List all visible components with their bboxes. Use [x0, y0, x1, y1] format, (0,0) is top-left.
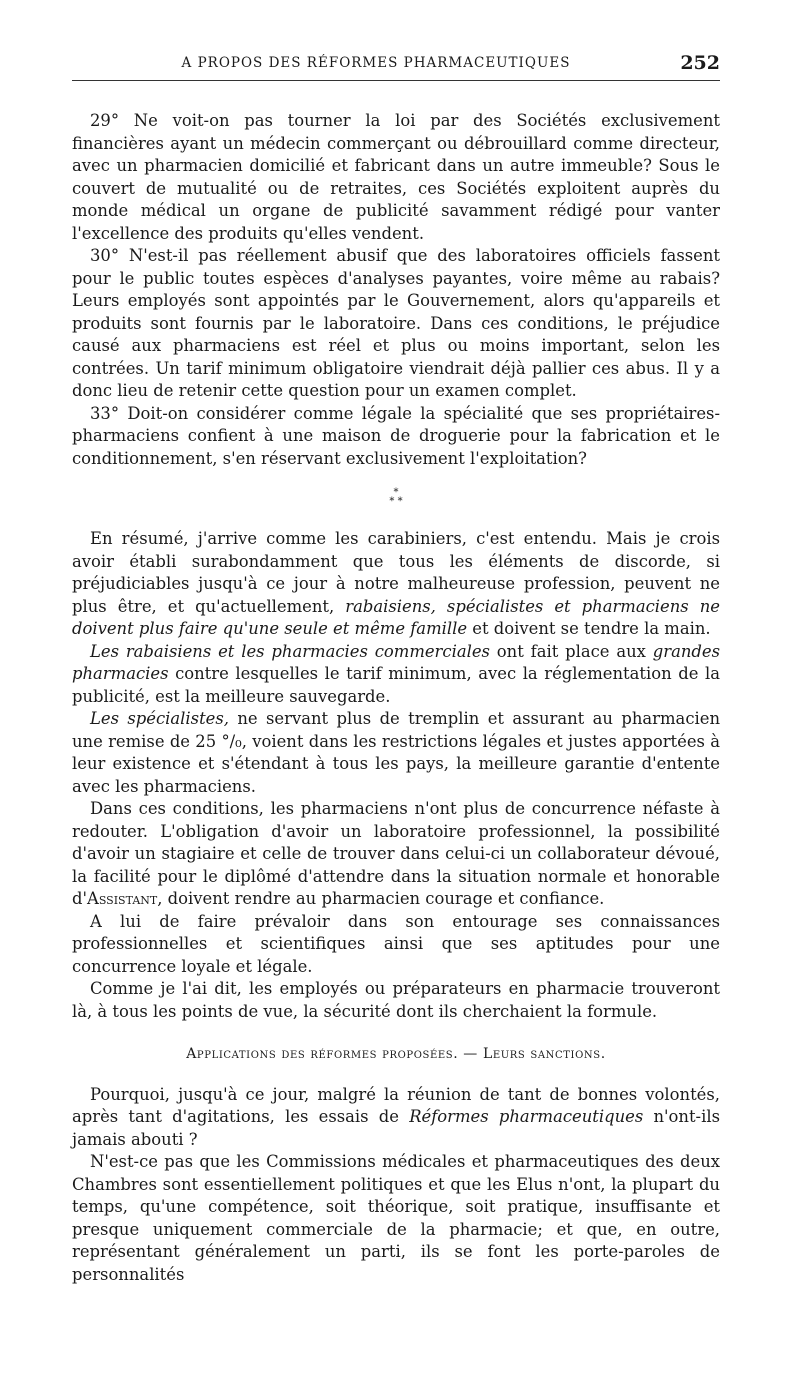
- resume-italic-a: rabaisiens, spécialistes et pharmaciens ne doivent plus faire qu'une seule et même famille: [72, 596, 720, 638]
- paragraph-33: 33° Doit-on considérer comme légale la spécialité que ses propriétaires-pharmaciens confient à une maison de droguerie pour la fabrication et le conditionnement, s'en réservant exclusivement l'exploitation?: [72, 403, 720, 468]
- section-divider-stars: [72, 488, 720, 506]
- paragraph-a-lui: A lui de faire prévaloir dans son entourage ses connaissances professionnelles et scientifiques ainsi que ses aptitudes pour une concurrence loyale et légale.: [72, 911, 720, 976]
- pourquoi-text-a: Pourquoi, jusqu'à ce jour, malgré la réunion de tant de bonnes volontés, après tant d'agitations, les essais de: [72, 1084, 720, 1126]
- pourquoi-text-b: n'ont-ils jamais abouti ?: [72, 1107, 720, 1149]
- rabaisiens-italic-a: Les rabaisiens et les pharmacies commerciales: [90, 641, 490, 661]
- body-text: [72, 110, 720, 1286]
- paragraph-29: 29° Ne voit-on pas tourner la loi par des Sociétés exclusivement financières ayant un médecin commerçant ou débrouillard comme directeur, avec un pharmacien domicilié et fabricant dans un autre immeuble? Sous le couvert de mutualité ou de retraites, ces Sociétés exploitent auprès du monde médical un organe de publicité savamment rédigé pour vanter l'excellence des produits qu'elles vendent.: [72, 111, 720, 243]
- paragraph-30: 30° N'est-il pas réellement abusif que des laboratoires officiels fassent pour le public toutes espèces d'analyses payantes, voire même au rabais? Leurs employés sont appointés par le Gouvernement, alors qu'appareils et produits sont fournis par le laboratoire. Dans ces conditions, le préjudice causé aux pharmaciens est réel et plus ou moins important, selon les contrées. Un tarif minimum obligatoire viendrait déjà pallier ces abus. Il y a donc lieu de retenir cette question pour un examen complet.: [72, 246, 720, 400]
- section-heading: Applications des réformes proposées. — Leurs sanctions.: [186, 1046, 606, 1062]
- paragraph-nest-ce-pas: N'est-ce pas que les Commissions médicales et pharmaceutiques des deux Chambres sont essentiellement politiques et que les Elus n'ont, la plupart du temps, qu'une compétence, soit théorique, soit pratique, insuffisante et presque uniquement commerciale de la pharmacie; et que, en outre, représentant généralement un parti, ils se font les porte-paroles de personnalités: [72, 1152, 720, 1284]
- specialistes-italic-a: Les spécialistes,: [90, 709, 229, 728]
- specialistes-text-a: ne servant plus de tremplin et assurant au pharmacien une remise de 25 °/₀, voient dans les restrictions légales et justes apportées à leur existence et s'étendant à tous les pays, la meilleure garantie d'entente avec les pharmaciens.: [72, 709, 720, 796]
- conditions-text-b: , doivent rendre au pharmacien courage et confiance.: [157, 889, 605, 908]
- resume-text-b: et doivent se tendre la main.: [467, 619, 711, 638]
- paragraph-comme: Comme je l'ai dit, les employés ou préparateurs en pharmacie trouveront là, à tous les points de vue, la sécurité dont ils cherchaient la formule.: [72, 979, 720, 1021]
- running-title: A PROPOS DES RÉFORMES PHARMACEUTIQUES: [181, 55, 571, 71]
- resume-text-a: En résumé, j'arrive comme les carabiniers, c'est entendu. Mais je crois avoir établi surabondamment que tous les éléments de discorde, si préjudiciables jusqu'à ce jour à notre malheureuse profession, peuvent ne plus être, et qu'actuellement,: [72, 529, 720, 616]
- paragraph-conditions: [72, 798, 720, 911]
- rabaisiens-italic-b: grandes pharmacies: [72, 641, 721, 683]
- page-number: 252: [680, 52, 720, 74]
- paragraph-resume: [72, 528, 720, 641]
- paragraph-pourquoi: [72, 1084, 720, 1152]
- paragraph-specialistes: [72, 708, 720, 798]
- conditions-text-a: Dans ces conditions, les pharmaciens n'ont plus de concurrence néfaste à redouter. L'obligation d'avoir un laboratoire professionnel, la possibilité d'avoir un stagiaire et celle de trouver dans celui-ci un collaborateur dévoué, la facilité pour le diplômé d'attendre dans la situation normale et honorable d': [72, 799, 720, 908]
- rabaisiens-text-a: ont fait place aux: [489, 641, 653, 661]
- conditions-smallcaps: Assistant: [87, 889, 158, 908]
- star-bottom: * *: [389, 496, 403, 507]
- page-header: [72, 52, 720, 81]
- star-top: *: [393, 487, 399, 498]
- rabaisiens-text-b: contre lesquelles le tarif minimum, avec la réglementation de la publicité, est la meilleure sauvegarde.: [72, 664, 720, 706]
- paragraph-rabaisiens: [72, 641, 720, 709]
- pourquoi-italic-a: Réformes pharmaceutiques: [409, 1107, 644, 1126]
